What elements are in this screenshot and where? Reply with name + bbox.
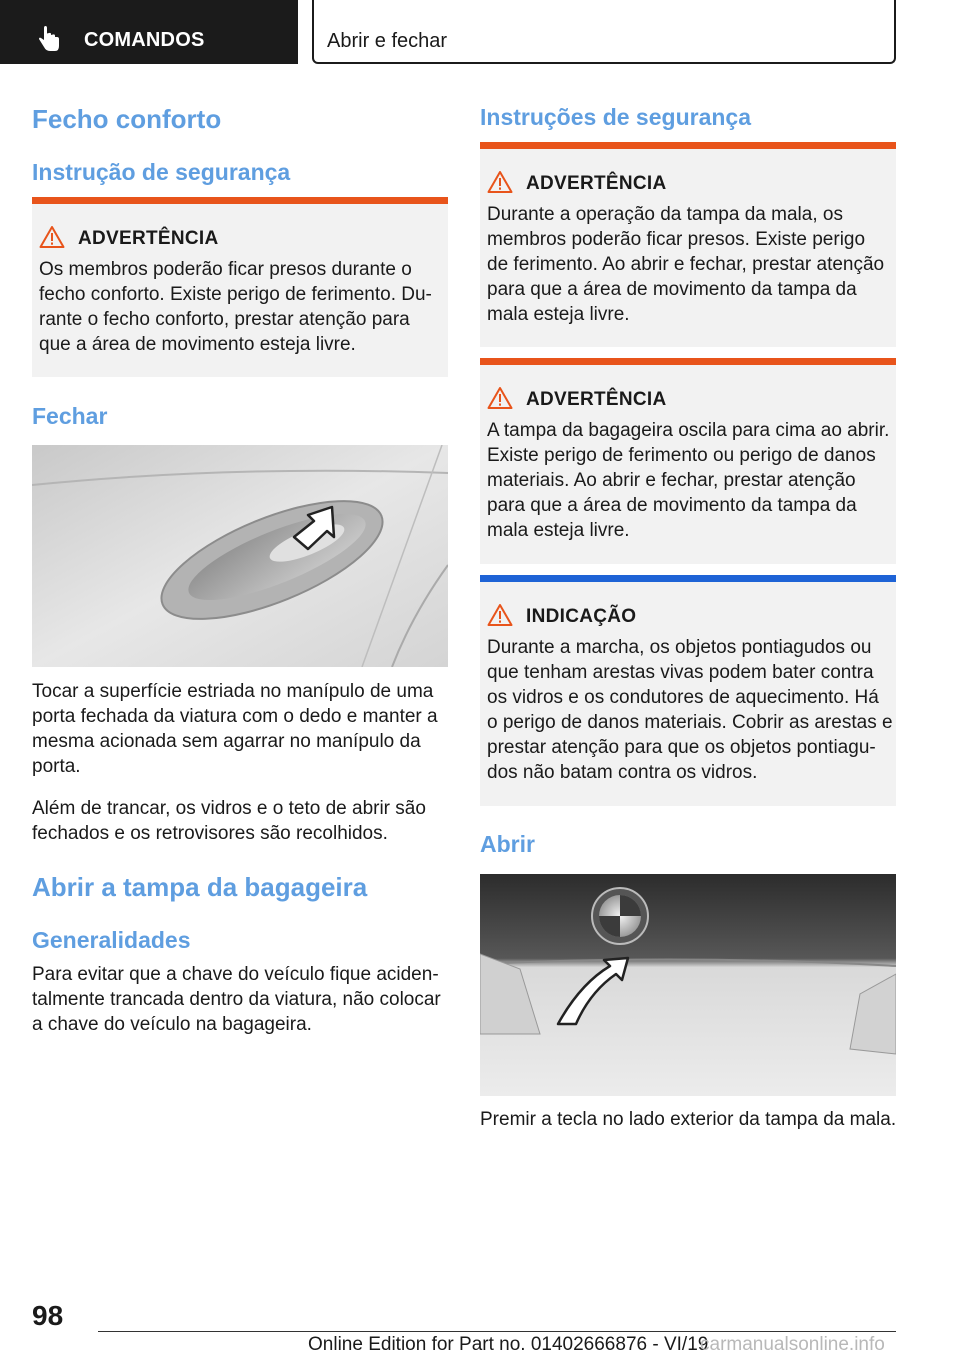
watermark: carmanualsonline.info <box>700 1334 885 1355</box>
general-text: Para evitar que a chave do veículo fique aciden- talmente trancada dentro da viatura, não colocar a chave do veículo na bagageira. <box>32 964 441 1035</box>
warning-triangle-icon <box>39 225 65 249</box>
page-title: Fecho conforto <box>32 104 222 134</box>
close-note: Além de trancar, os vidros e o teto de abrir são fechados e os retrovisores são recolhidos. <box>32 798 426 844</box>
notice-title: INDICAÇÃO <box>526 606 637 627</box>
page-number: 98 <box>32 1300 64 1331</box>
pointing-hand-icon <box>38 26 60 52</box>
chapter-title: Abrir e fechar <box>327 30 448 52</box>
warning-bar <box>480 142 896 149</box>
warning-box-1 <box>32 197 448 377</box>
trunk-button-illustration <box>480 874 896 1096</box>
warning-text: Durante a operação da tampa da mala, os membros poderão ficar presos. Existe perigo de ferimento. Ao abrir e fechar, prestar atenção para que a área de movimento da tampa da mala esteja livre. <box>487 204 885 325</box>
notice-bar <box>480 575 896 582</box>
warning-bar <box>480 358 896 365</box>
close-instructions: Tocar a superfície estriada no manípulo de uma porta fechada da viatura com o dedo e manter a mesma acionada sem agarrar no manípulo da porta. <box>32 681 438 777</box>
warning-title: ADVERTÊNCIA <box>526 173 667 194</box>
notice-text: Durante a marcha, os objetos pontiagudos ou que tenham arestas vivas podem bater contra os vidros e os condutores de aquecimento. Há o perigo de danos materiais. Cobrir as arestas e prestar atenção para que os objetos pontiagu- dos não batam contra os vidros. <box>487 637 893 783</box>
warning-text: A tampa da bagageira oscila para cima ao abrir. Existe perigo de ferimento ou perigo de danos materiais. Ao abrir e fechar, prestar atenção para que a área de movimento da tampa da mala esteja livre. <box>487 420 890 541</box>
open-heading: Abrir <box>480 831 535 857</box>
notice-box <box>480 575 896 806</box>
safety-instructions-heading: Instruções de segurança <box>480 104 751 130</box>
notice-triangle-icon <box>487 603 513 627</box>
safety-heading: Instrução de segurança <box>32 159 291 185</box>
footer-edition: Online Edition for Part no. 01402666876 - VI/19 <box>308 1334 709 1355</box>
trunk-title: Abrir a tampa da bagageira <box>32 872 368 902</box>
close-heading: Fechar <box>32 403 108 429</box>
door-handle-illustration <box>32 445 448 667</box>
section-tab <box>0 0 298 64</box>
section-tab-label: COMANDOS <box>84 29 205 51</box>
warning-triangle-icon <box>487 170 513 194</box>
open-instructions: Premir a tecla no lado exterior da tampa da mala. <box>480 1109 897 1130</box>
footer-divider <box>98 1331 896 1332</box>
chapter-header <box>312 0 896 64</box>
warning-text: Os membros poderão ficar presos durante o fecho conforto. Existe perigo de ferimento. Du- rante o fecho conforto, prestar atenção para que a área de movimento esteja livre. <box>39 259 432 355</box>
warning-title: ADVERTÊNCIA <box>526 389 667 410</box>
warning-bar <box>32 197 448 204</box>
warning-title: ADVERTÊNCIA <box>78 228 219 249</box>
warning-triangle-icon <box>487 386 513 410</box>
warning-box-3 <box>480 358 896 564</box>
warning-box-2 <box>480 142 896 347</box>
general-heading: Generalidades <box>32 927 191 953</box>
